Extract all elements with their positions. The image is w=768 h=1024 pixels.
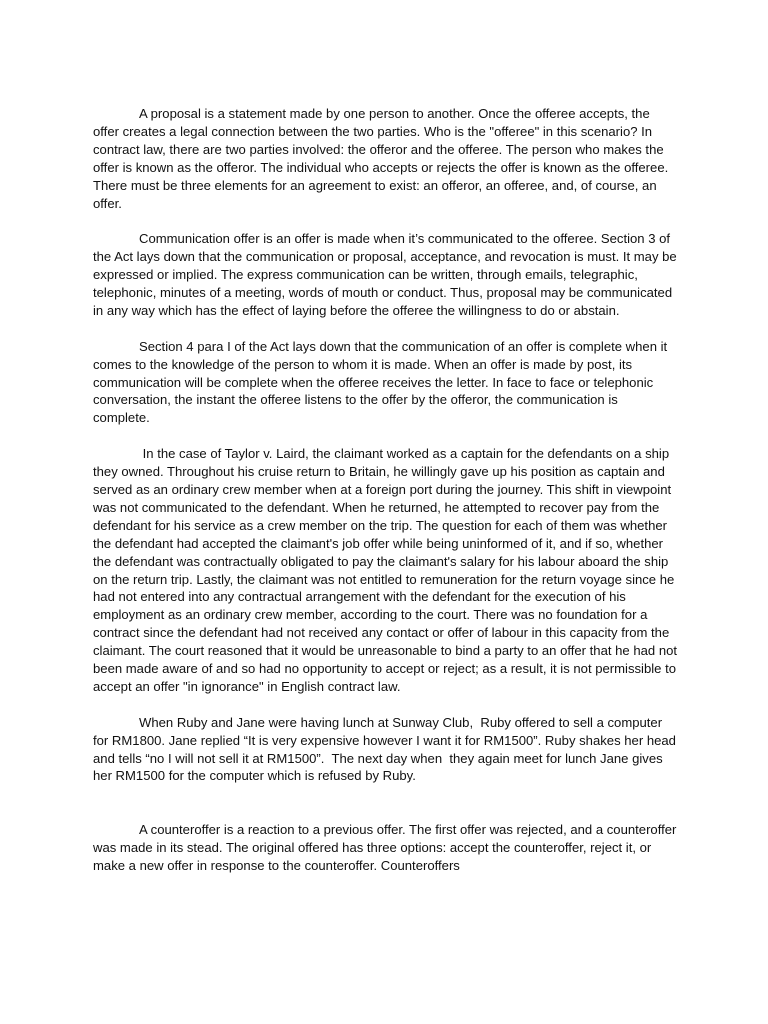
paragraph-section-4: Section 4 para I of the Act lays down that the communication of an offer is complete when it comes to the knowledge of the person to whom it is made. When an offer is made by post, its communication will be complete when the offeree receives the letter. In face to face or telephonic conversation, the instant the offeree listens to the offer by the offeror, the communication is complete. — [93, 338, 668, 426]
paragraph-spacer — [93, 785, 678, 821]
paragraph-proposal: A proposal is a statement made by one person to another. Once the offeree accepts, the offer creates a legal connection between the two parties. Who is the "offeree" in this scenario? In contract law, there are two parties involved: the offeror and the offeree. The person who makes the offer is known as the offeror. The individual who accepts or rejects the offer is known as the offeree. There must be three elements for an agreement to exist: an offeror, an offeree, and, of course, an offer. — [93, 106, 669, 211]
paragraph-spacer — [93, 212, 678, 230]
paragraph-taylor-v-laird: In the case of Taylor v. Laird, the claimant worked as a captain for the defendants on a ship they owned. Throughout his cruise return to Britain, he willingly gave up his position as captain and served as an ordinary crew member when at a foreign port during the journey. This shift in viewpoint was not communicated to the defendant. When he returned, he attempted to recover pay from the defendant for his service as a crew member on the trip. The question for each of them was whether the defendant had accepted the claimant's job offer while being uninformed of it, and if so, whether the defendant was contractually obligated to pay the claimant's salary for his labour aboard the ship on the return trip. Lastly, the claimant was not entitled to remuneration for the return voyage since he had not entered into any contractual arrangement with the defendant for the execution of his employment as an ordinary crew member, according to the court. There was no foundation for a contract since the defendant had not received any contact or offer of labour in this capacity from the claimant. The court reasoned that it would be unreasonable to bind a party to an offer that he had not been made aware of and so had no opportunity to accept or reject; as a result, it is not permissible to accept an offer "in ignorance" in English contract law. — [93, 446, 681, 694]
paragraph-spacer — [93, 320, 678, 338]
document-page — [93, 105, 681, 875]
paragraph-spacer — [93, 427, 678, 445]
paragraph-counteroffer: A counteroffer is a reaction to a previous offer. The first offer was rejected, and a counteroffer was made in its stead. The original offered has three options: accept the counteroffer, reject it, or make a new offer in response to the counteroffer. Counteroffers — [93, 822, 677, 873]
paragraph-spacer — [93, 696, 678, 714]
paragraph-ruby-and-jane: When Ruby and Jane were having lunch at Sunway Club, Ruby offered to sell a computer for RM1800. Jane replied “It is very expensive however I want it for RM1500”. Ruby shakes her head and tells “no I will not sell it at RM1500”. The next day when they again meet for lunch Jane gives her RM1500 for the computer which is refused by Ruby. — [93, 714, 680, 784]
paragraph-communication-offer: Communication offer is an offer is made when it’s communicated to the offeree. Section 3 of the Act lays down that the communication or proposal, acceptance, and revocation is must. It may be expressed or implied. The express communication can be written, through emails, telegraphic, telephonic, minutes of a meeting, words of mouth or conduct. Thus, proposal may be communicated in any way which has the effect of laying before the offeree the willingness to do or abstain. — [93, 231, 677, 318]
